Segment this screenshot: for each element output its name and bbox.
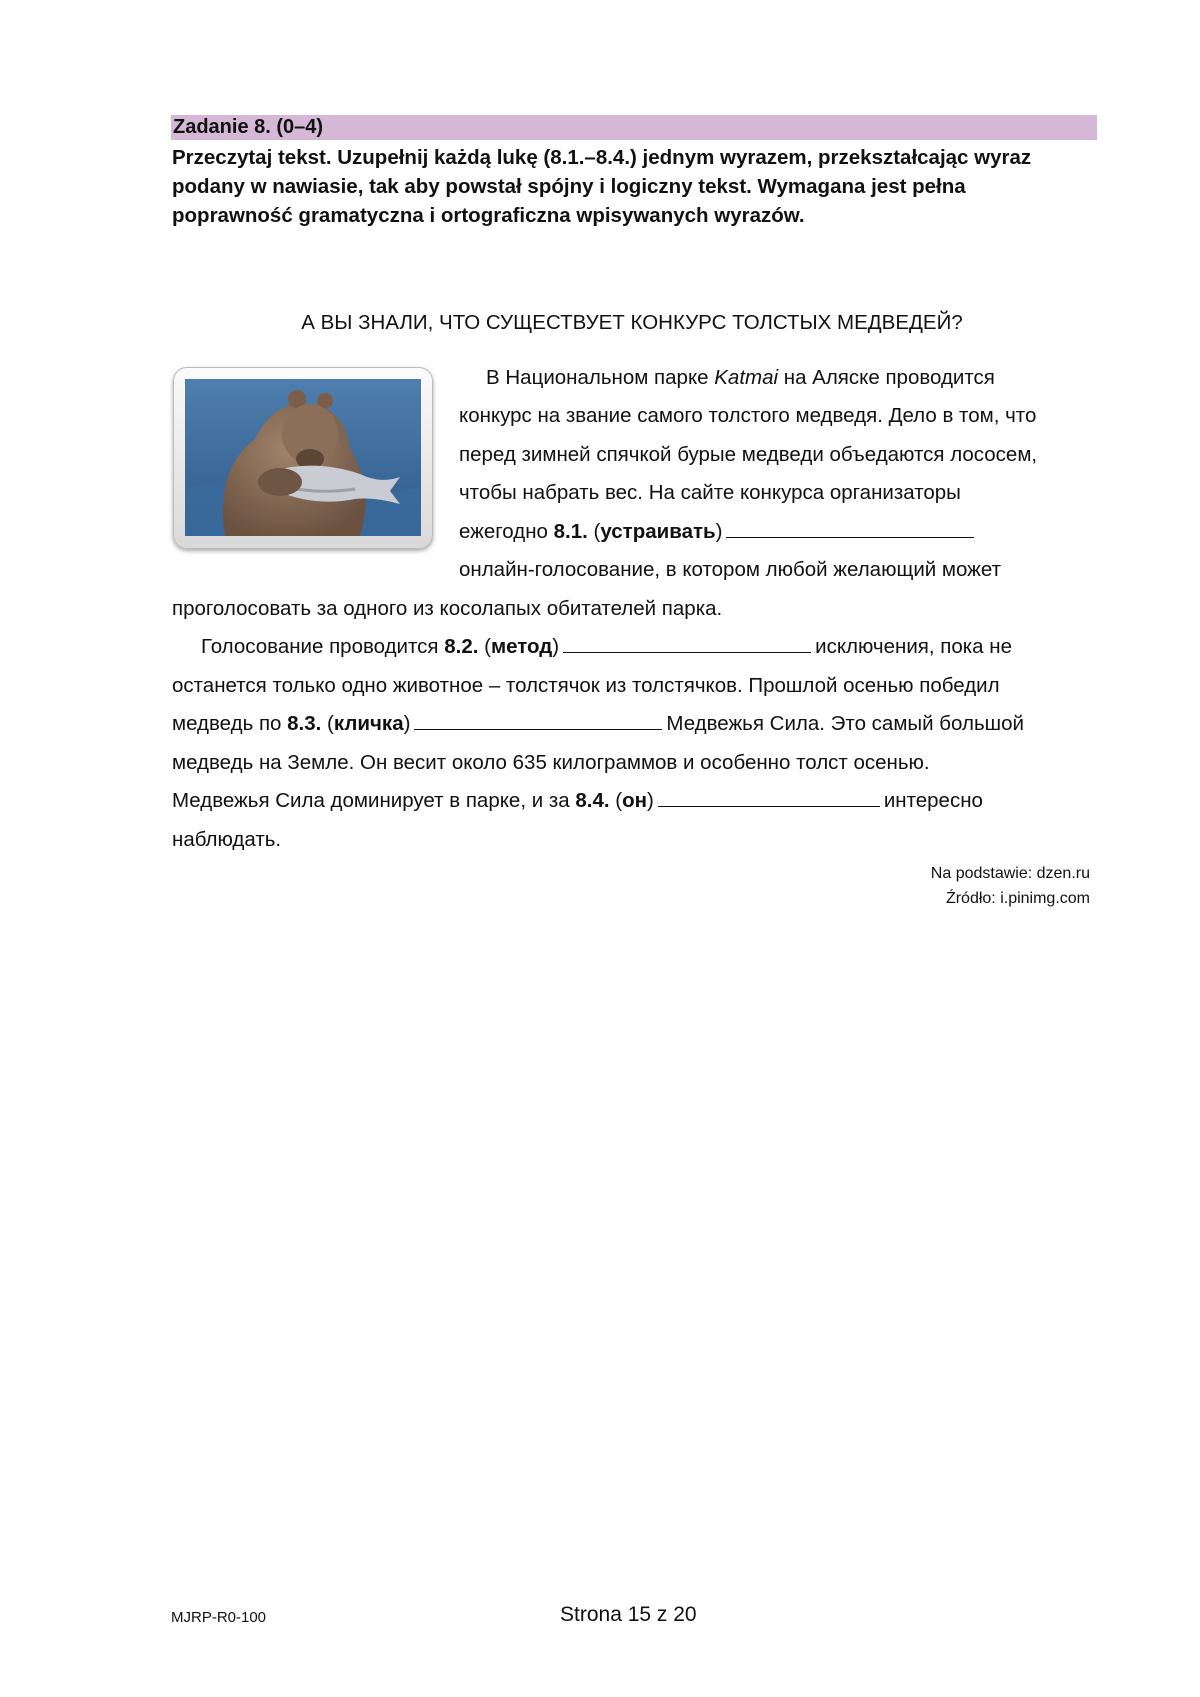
text-line: останется только одно животное – толстячок из толстячков. Прошлой осенью победил	[172, 674, 1000, 697]
text-line: наблюдать.	[172, 828, 282, 851]
paren: (	[609, 789, 623, 812]
bear-photo	[173, 367, 433, 549]
text-fragment: медведь по	[172, 712, 288, 735]
paren: )	[715, 520, 723, 543]
text-fragment: на Аляске проводится	[778, 366, 995, 389]
paren: )	[403, 712, 411, 735]
text-line	[459, 513, 978, 552]
text-line: чтобы набрать вес. На сайте конкурса организаторы	[459, 481, 961, 504]
task-instruction: Przeczytaj tekst. Uzupełnij każdą lukę (8.1.–8.4.) jednym wyrazem, przekształcając wyraz podany w nawiasie, tak aby powstał spójny i logiczny tekst. Wymagana jest pełna poprawność gramatyczna i ortograficzna wpisywanych wyrazów.	[172, 146, 1032, 227]
text-fragment: ежегодно	[459, 520, 554, 543]
source-image: Źródło: i.pinimg.com	[945, 890, 1090, 907]
gap-8-3-answer-field[interactable]	[414, 707, 662, 730]
text-line	[486, 359, 995, 398]
gap-number: 8.2.	[444, 635, 479, 658]
exam-code: MJRP-R0-100	[171, 1609, 267, 1626]
paren: )	[552, 635, 560, 658]
text-line: конкурс на звание самого толстого медведя. Дело в том, что	[459, 404, 1037, 427]
gap-number: 8.4.	[575, 789, 610, 812]
text-fragment: Медвежья Сила доминирует в парке, и за	[172, 789, 576, 812]
text-line	[172, 705, 1024, 744]
article-title: А ВЫ ЗНАЛИ, ЧТО СУЩЕСТВУЕТ КОНКУРС ТОЛСТЫХ МЕДВЕДЕЙ?	[301, 311, 963, 334]
park-name: Katmai	[714, 366, 779, 389]
gap-base-word: он	[622, 789, 647, 812]
gap-number: 8.1.	[553, 520, 588, 543]
text-fragment: Голосование проводится	[201, 635, 445, 658]
text-fragment: исключения, пока не	[815, 635, 1012, 658]
bear-with-salmon-image	[185, 379, 421, 536]
gap-8-1-answer-field[interactable]	[726, 515, 974, 538]
text-line: проголосовать за одного из косолапых обитателей парка.	[172, 597, 723, 620]
paren: (	[321, 712, 334, 735]
source-based-on: Na podstawie: dzen.ru	[930, 865, 1090, 882]
text-line	[201, 628, 1012, 667]
text-line: онлайн-голосование, в котором любой желающий может	[459, 558, 1001, 581]
paren: (	[587, 520, 601, 543]
text-line	[172, 782, 983, 821]
text-line: медведь на Земле. Он весит около 635 килограммов и особенно толст осенью.	[172, 751, 930, 774]
text-fragment: Медвежья Сила. Это самый большой	[666, 712, 1024, 735]
page-number: Strona 15 z 20	[560, 1603, 697, 1626]
text-fragment: интересно	[883, 789, 983, 812]
paren: (	[478, 635, 491, 658]
gap-base-word: устраивать	[600, 520, 716, 543]
paren: )	[647, 789, 654, 812]
gap-number: 8.3.	[287, 712, 322, 735]
text-fragment: В Национальном парке	[486, 366, 715, 389]
gap-base-word: метод	[490, 635, 553, 658]
task-header: Zadanie 8. (0–4)	[171, 115, 1097, 140]
gap-base-word: кличка	[333, 712, 404, 735]
gap-8-4-answer-field[interactable]	[658, 784, 880, 807]
text-line: перед зимней спячкой бурые медведи объедаются лососем,	[459, 443, 1038, 466]
gap-8-2-answer-field[interactable]	[563, 630, 811, 653]
